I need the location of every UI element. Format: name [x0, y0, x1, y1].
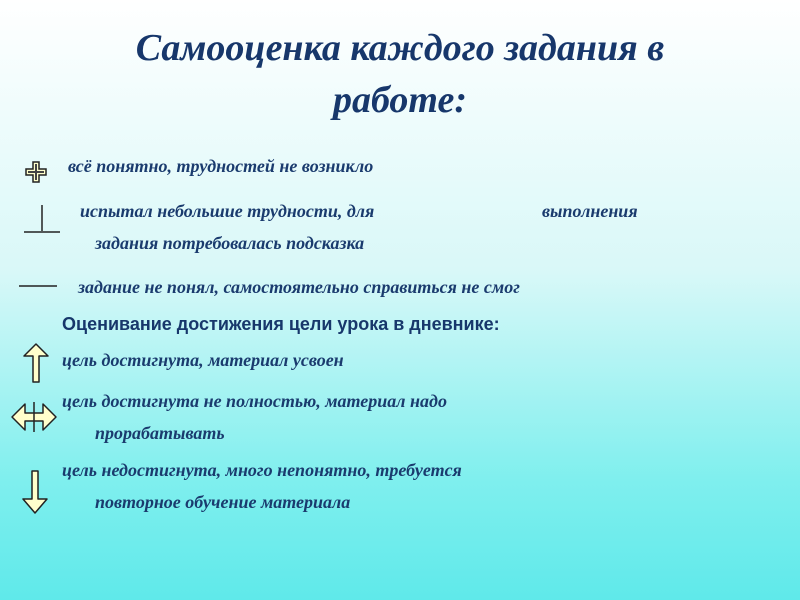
self-assessment-perp-text-3: задания потребовалась подсказка [95, 233, 365, 253]
plus-icon [25, 161, 47, 183]
title-line-1: Самооценка каждого задания в [135, 27, 665, 69]
diary-item-achieved: цель достигнута, материал усвоен [62, 350, 344, 370]
self-assessment-plus-text: всё понятно, трудностей не возникло [68, 156, 374, 176]
minus-icon [18, 283, 58, 289]
slide-title [40, 22, 760, 126]
self-assessment-perp-text-2: выполнения [542, 201, 638, 221]
diary-heading: Оценивание достижения цели урока в дневнике: [62, 314, 500, 334]
arrow-up-icon [22, 342, 50, 384]
diary-item-partial-2: прорабатывать [95, 423, 225, 443]
arrow-left-right-icon [10, 400, 58, 434]
arrow-down-icon [21, 469, 49, 515]
self-assessment-minus-text: задание не понял, самостоятельно справиться не смог [78, 277, 520, 297]
self-assessment-perp-text-1: испытал небольшие трудности, для [80, 201, 375, 221]
diary-item-not-achieved-1: цель недостигнута, много непонятно, требуется [62, 460, 462, 480]
title-line-2: работе: [332, 79, 468, 121]
diary-item-not-achieved-2: повторное обучение материала [95, 492, 351, 512]
diary-item-partial-1: цель достигнута не полностью, материал надо [62, 391, 447, 411]
perpendicular-icon [22, 203, 62, 235]
